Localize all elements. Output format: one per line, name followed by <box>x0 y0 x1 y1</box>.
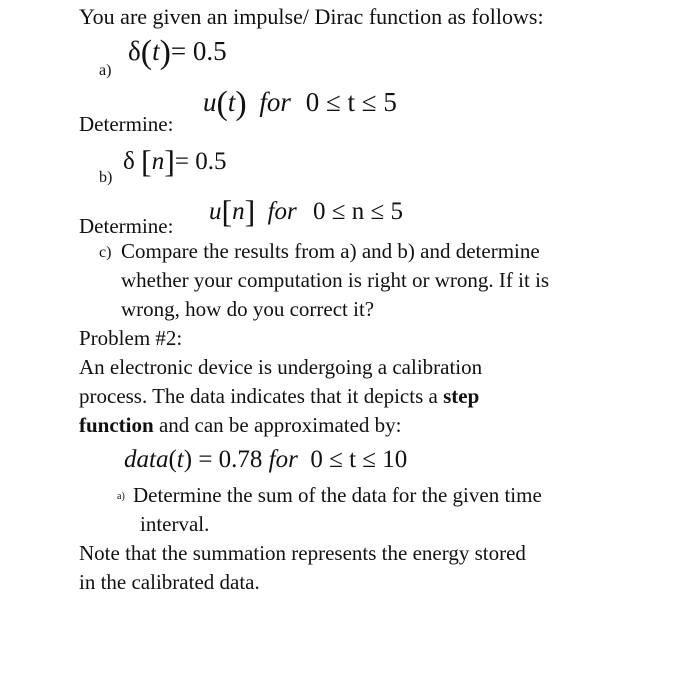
for-word: for <box>259 87 291 117</box>
equation-var: n <box>151 148 165 175</box>
equation-func: u <box>203 87 217 117</box>
problem-2-heading: Problem #2: <box>79 326 183 350</box>
delta-symbol: δ <box>128 36 141 66</box>
equation-delta-n: δ [n]= 0.5 <box>123 143 227 179</box>
for-word: for <box>267 198 297 225</box>
problem-2-question-label: a) <box>117 491 125 502</box>
part-c-line-2: whether your computation is right or wrong. If it is <box>121 268 550 292</box>
problem-2-line-1: An electronic device is undergoing a calibration <box>79 355 483 379</box>
equation-rhs: = 0.5 <box>174 148 227 175</box>
problem-2-line-3: function and can be approximated by: <box>79 413 402 437</box>
equation-range: 0 ≤ t ≤ 5 <box>305 87 397 117</box>
part-b-label: b) <box>99 169 113 186</box>
part-a-label: a) <box>99 62 112 79</box>
delta-symbol: δ <box>123 148 135 175</box>
note-line-1: Note that the summation represents the energy stored <box>79 541 526 565</box>
equation-func: u <box>209 198 222 225</box>
equation-data-t: data(t) = 0.78 for 0 ≤ t ≤ 10 <box>124 446 408 473</box>
note-line-2: in the calibrated data. <box>79 570 260 594</box>
function-bold: function <box>79 413 154 437</box>
step-bold: step <box>443 384 480 408</box>
equation-range: 0 ≤ n ≤ 5 <box>313 198 403 225</box>
equation-range: 0 ≤ t ≤ 10 <box>297 446 408 473</box>
intro-text: You are given an impulse/ Dirac function as follows: <box>79 4 544 29</box>
equation-var: t <box>176 446 184 473</box>
equation-u-t-range: u(t) for 0 ≤ t ≤ 5 <box>203 85 397 122</box>
equation-u-n-range: u[n] for 0 ≤ n ≤ 5 <box>209 193 403 229</box>
for-word: for <box>268 446 298 473</box>
equation-var: t <box>152 36 160 66</box>
problem-2-question-line-2: interval. <box>140 512 210 536</box>
equation-rhs: = 0.5 <box>170 36 227 66</box>
problem-2-line-2: process. The data indicates that it depicts a step <box>79 384 480 408</box>
part-c-label: c) <box>99 244 112 261</box>
equation-var: n <box>232 198 245 225</box>
equation-var: t <box>227 87 236 117</box>
determine-label-b: Determine: <box>79 214 174 238</box>
equation-lhs: data <box>124 446 169 473</box>
problem-2-question-line-1: Determine the sum of the data for the given time <box>133 483 542 507</box>
equation-delta-t: δ(t)= 0.5 <box>128 34 227 71</box>
part-c-line-3: wrong, how do you correct it? <box>121 297 375 321</box>
part-c-line-1: Compare the results from a) and b) and determine <box>121 239 540 263</box>
determine-label-a: Determine: <box>79 112 174 136</box>
equation-rhs: = 0.78 <box>192 446 269 473</box>
